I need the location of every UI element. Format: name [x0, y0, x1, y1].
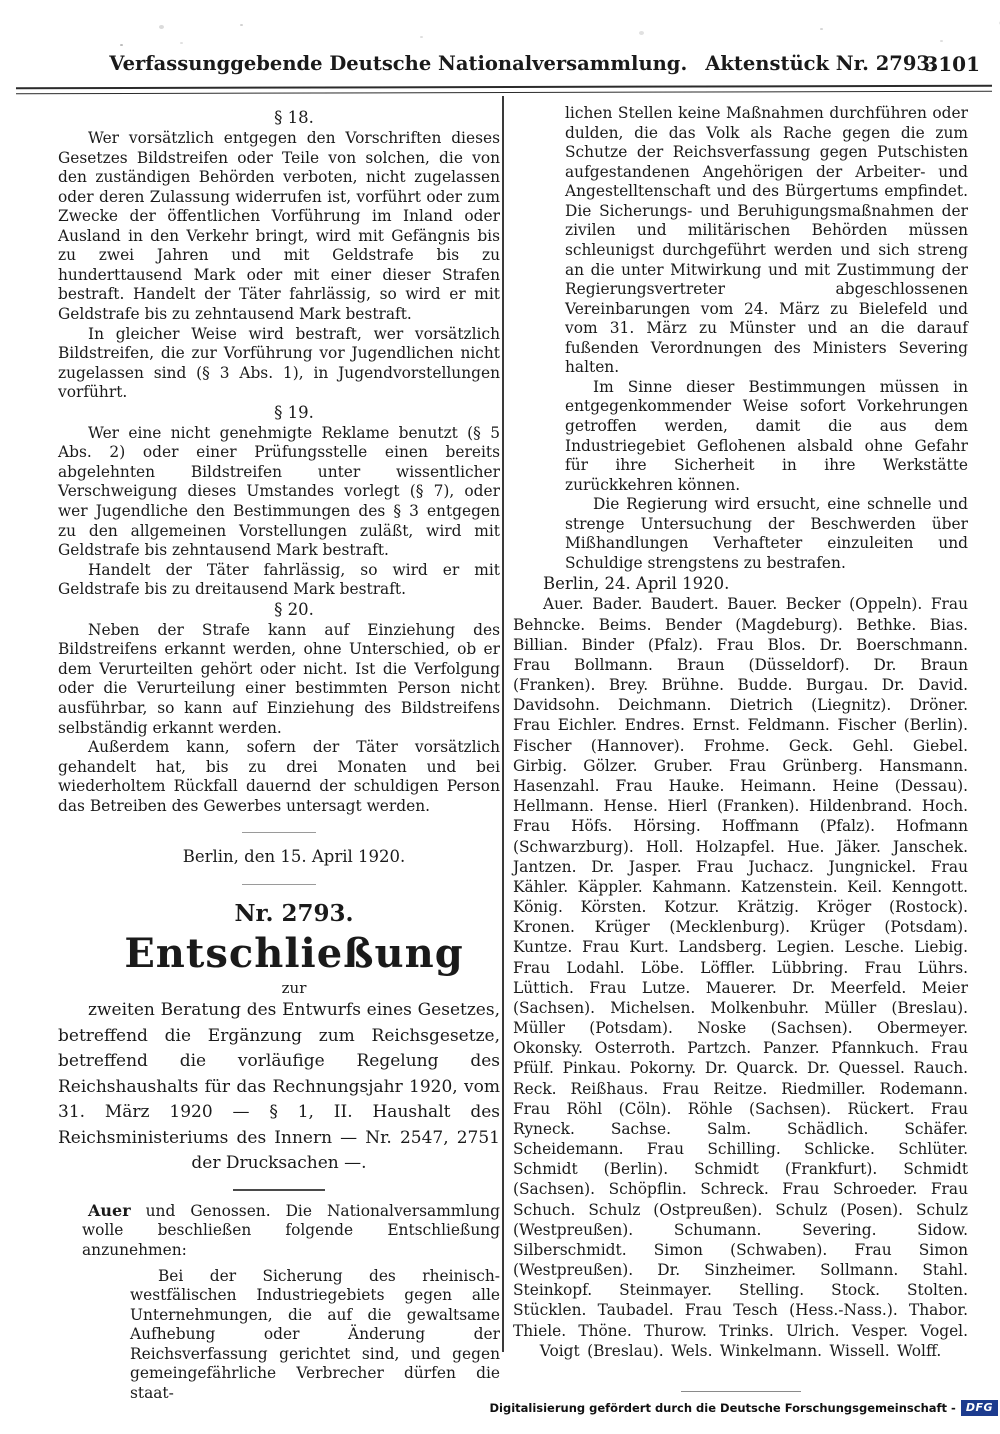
document-number: Nr. 2793. — [234, 900, 354, 928]
dateline-15-april: Berlin, den 15. April 1920. — [182, 847, 406, 867]
section-divider — [242, 832, 316, 833]
assembly-title: Verfassunggebende Deutsche Nationalversammlung. — [109, 52, 688, 75]
scan-noise — [120, 44, 123, 46]
section-divider — [233, 1189, 325, 1191]
section-19-heading: § 19. — [274, 402, 314, 422]
dateline-24-april: Berlin, 24. April 1920. — [543, 573, 730, 593]
resolution-paragraph-2: Im Sinne dieser Bestimmungen müssen in entgegenkommender Weise sofort Vorkehrungen getroffen werden, damit die aus dem Industriegebiet Geflohenen alsbald ohne Gefahr für ihre Sicherheit in ihre Werkstätte zurückkehren können. — [565, 377, 968, 494]
section-18-paragraph-2: In gleicher Weise wird bestraft, wer vorsätzlich Bildstreifen, die zur Vorführung vor Jugendlichen nicht zugelassen sind (§ 3 Abs. 1), in Jugendvorstellungen vorführt. — [58, 324, 500, 402]
dfg-logo: DFG — [961, 1400, 998, 1416]
column-divider-line — [502, 96, 504, 1352]
reference-paragraph: zweiten Beratung des Entwurfs eines Gesetzes, betreffend die Ergänzung zum Reichsgesetze, betreffend die vorläufige Regelung des Reichshaushalts für das Rechnungsjahr 1920, vom 31. März 1920 — § 1, II. Haushalt des Reichsministeriums des Innern — Nr. 2547, 2751 der Drucksachen —. — [58, 1000, 500, 1174]
right-column — [513, 104, 968, 1392]
page-header — [60, 52, 986, 75]
digitization-credit — [489, 1400, 998, 1416]
section-20-paragraph-2: Außerdem kann, sofern der Täter vorsätzlich gehandelt hat, bis zu drei Monaten und bei wiederholtem Rückfall dauernd der schuldigen Person das Betreiben des Gewerbes untersagt werden. — [58, 738, 500, 815]
left-column — [58, 104, 500, 1404]
section-19-paragraph-2: Handelt der Täter fahrlässig, so wird er mit Geldstrafe bis zu dreitausend Mark bestraft. — [58, 560, 500, 599]
document-subtitle: zur — [281, 979, 307, 998]
signatories-list: Auer. Bader. Baudert. Bauer. Becker (Oppeln). Frau Behncke. Beims. Bender (Magdeburg). Bethke. Bias. Billian. Binder (Pfalz). Frau Blos. Dr. Boerschmann. Frau Bollmann. Braun (Düsseldorf). Dr. Braun (Franken). Brey. Brühne. Budde. Burgau. Dr. David. Davidsohn. Deichmann. Dietrich (Liegnitz). Dröner. Frau Eichler. Endres. Ernst. Feldmann. Fischer (Berlin). Fischer (Hannover). Frohme. Geck. Gehl. Giebel. Girbig. Gölzer. Gruber. Frau Grünberg. Hansmann. Hasenzahl. Frau Hauke. Heimann. Heine (Dessau). Hellmann. Hense. Hierl (Franken). Hildenbrand. Hoch. Frau Höfs. Hörsing. Hoffmann (Pfalz). Hofmann (Schwarzburg). Holl. Holzapfel. Hue. Jäker. Janschek. Jantzen. Dr. Jasper. Frau Juchacz. Jungnickel. Frau Kähler. Käppler. Kahmann. Katzenstein. Keil. Kenngott. König. Körsten. Kotzur. Krätzig. Kröger (Rostock). Kronen. Krüger (Mecklenburg). Krüger (Potsdam). Kuntze. Frau Kurt. Landsberg. Legien. Lesche. Liebig. Frau Lodahl. Löbe. Löffler. Lübbring. Frau Lührs. Lüttich. Frau Lutze. Mauerer. Dr. Meerfeld. Meier (Sachsen). Michelsen. Molkenbuhr. Müller (Breslau). Müller (Potsdam). Noske (Sachsen). Obermeyer. Okonsky. Osterroth. Partzch. Panzer. Pfannkuch. Frau Pfülf. Pinkau. Pokorny. Dr. Quarck. Dr. Quessel. Rauch. Reck. Reißhaus. Frau Reitze. Riedmiller. Rodemann. Frau Röhl (Cöln). Röhle (Sachsen). Rückert. Frau Ryneck. Sachse. Salm. Schädlich. Schäfer. Scheidemann. Frau Schilling. Schlicke. Schlüter. Schmidt (Berlin). Schmidt (Frankfurt). Schmidt (Sachsen). Schöpflin. Schreck. Frau Schroeder. Frau Schuch. Schulz (Ostpreußen). Schulz (Posen). Schulz (Westpreußen). Schumann. Severing. Sidow. Silberschmidt. Simon (Schwaben). Frau Simon (Westpreußen). Dr. Sinzheimer. Sollmann. Stahl. Steinkopf. Steinmayer. Stelling. Stock. Stolten. Stücklen. Taubadel. Frau Tesch (Hess.-Nass.). Thabor. Thiele. Thöne. Thurow. Trinks. Ulrich. Vesper. Vogel. Voigt (Breslau). Wels. Winkelmann. Wissell. Wolff. — [513, 595, 968, 1360]
resolution-paragraph-3: Die Regierung wird ersucht, eine schnelle und strenge Untersuchung der Beschwerden über Mißhandlungen Verhafteter einzuleiten und Schuldige strengstens zu bestrafen. — [565, 495, 968, 572]
page-number: 3101 — [924, 52, 980, 76]
section-19-paragraph-1: Wer eine nicht genehmigte Reklame benutzt (§ 5 Abs. 2) oder einer Prüfungsstelle einen bereits abgelehnten Bildstreifen unter wissentlicher Verschweigung dieses Umstandes vorlegt (§ 7), oder wer Jugendliche den Bestimmungen des § 3 entgegen zu den allgemeinen Vorstellungen zuläßt, wird mit Geldstrafe bis zehntausend Mark bestraft. — [58, 423, 500, 560]
section-divider — [242, 884, 316, 885]
resolution-block-start — [58, 1267, 500, 1404]
mover-name: Auer — [88, 1200, 131, 1220]
resolution-paragraph-start: Bei der Sicherung des rheinisch-westfälischen Industriegebiets gegen alle Unternehmungen, die auf die gewaltsame Aufhebung oder Änderung der Reichsverfassung gerichtet sind, und gegen gemeingefährliche Verbrecher dürfen die staat- — [130, 1266, 500, 1402]
header-rule — [16, 85, 992, 95]
section-18-heading: § 18. — [274, 108, 314, 127]
motion-intro — [58, 1201, 500, 1261]
credit-text: Digitalisierung gefördert durch die Deutsche Forschungsgemeinschaft - — [489, 1401, 956, 1415]
section-18-paragraph-1: Wer vorsätzlich entgegen den Vorschriften dieses Gesetzes Bildstreifen oder Teile von solchen, die von den zuständigen Behörden verboten, nicht zugelassen oder deren Zulassung widerrufen ist, vorführt oder zum Zwecke der öffentlichen Vorführung im Inland oder Ausland in den Verkehr bringt, wird mit Gefängnis bis zu zwei Jahren und mit Geldstrafe bis zu hunderttausend Mark oder mit einer dieser Strafen bestraft. Handelt der Täter fahrlässig, so wird er mit Geldstrafe bis zu zehntausend Mark bestraft. — [58, 128, 500, 324]
document-title: Entschließung — [124, 929, 464, 977]
section-20-heading: § 20. — [274, 599, 314, 619]
end-divider — [681, 1391, 801, 1392]
document-reference: Aktenstück Nr. 2793. — [705, 52, 937, 75]
resolution-block-continued — [513, 104, 968, 574]
resolution-paragraph-continued: lichen Stellen keine Maßnahmen durchführen oder dulden, die das Volk als Rache gegen die zum Schutze der Reichsverfassung gegen Putschisten aufgestandenen Angehörigen der Arbeiter- und Angestelltenschaft und des Bürgertums empfindet. Die Sicherungs- und Beruhigungsmaßnahmen der zivilen und militärischen Behörden müssen schleunigst durchgeführt werden und sich streng an die unter Mitwirkung und mit Zustimmung der Regierungsvertreter abgeschlossenen Vereinbarungen vom 24. März zu Bielefeld und vom 31. März zu Münster und an die darauf fußenden Verordnungen des Ministers Severing halten. — [565, 104, 968, 377]
motion-intro-text: und Genossen. Die Nationalversammlung wolle beschließen folgende Entschließung anzunehmen: — [82, 1201, 500, 1260]
section-20-paragraph-1: Neben der Strafe kann auf Einziehung des Bildstreifens erkannt werden, ohne Unterschied, ob er dem Verurteilten gehört oder nicht. Ist die Verfolgung oder die Verurteilung einer bestimmten Person nicht ausführbar, so kann auf Einziehung des Bildstreifens selbständig erkannt werden. — [58, 620, 500, 737]
